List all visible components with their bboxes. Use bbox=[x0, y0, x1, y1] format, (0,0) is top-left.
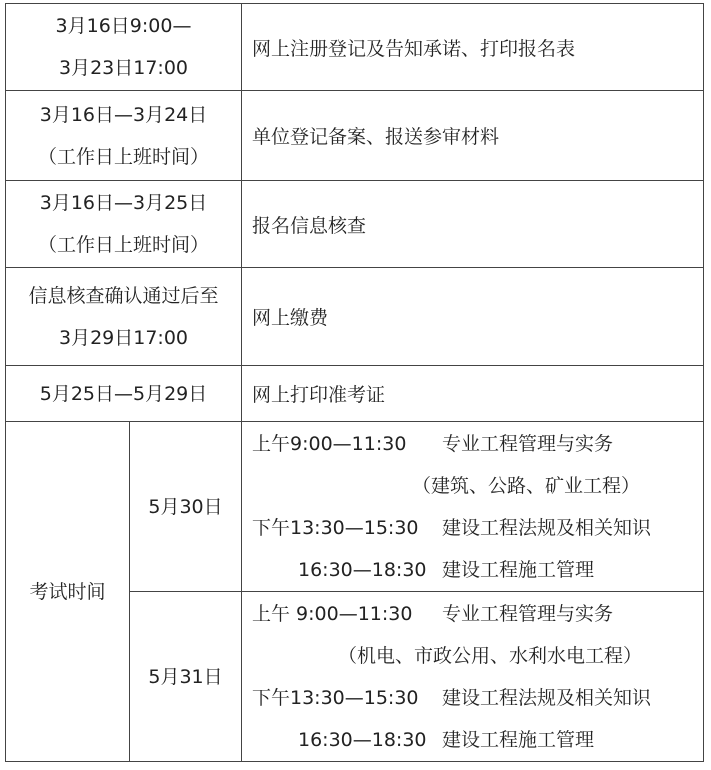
exam-label-cell: 考试时间 bbox=[6, 422, 130, 762]
date-line: 3月16日—3月25日 bbox=[39, 192, 208, 214]
exam-schedule-table bbox=[5, 3, 704, 762]
session-subject: 建设工程法规及相关知识 bbox=[442, 686, 652, 709]
exam-date-cell: 5月30日 bbox=[130, 422, 242, 592]
table-row bbox=[6, 181, 704, 268]
table-row bbox=[6, 422, 704, 592]
session-line bbox=[252, 423, 703, 465]
date-cell bbox=[6, 91, 242, 181]
task-cell: 网上打印准考证 bbox=[242, 366, 704, 422]
session-line bbox=[252, 677, 703, 719]
exam-sessions-cell bbox=[242, 592, 704, 762]
date-line: 3月16日—3月24日 bbox=[39, 103, 208, 126]
session-note: （建筑、公路、矿业工程） bbox=[412, 474, 641, 497]
session-line bbox=[252, 719, 703, 761]
date-cell bbox=[6, 268, 242, 366]
date-line: 3月16日9:00— bbox=[55, 15, 192, 37]
session-time: 16:30—18:30 bbox=[298, 728, 427, 751]
session-note: （机电、市政公用、水利水电工程） bbox=[338, 644, 643, 667]
exam-date-cell: 5月31日 bbox=[130, 592, 242, 762]
task-cell: 网上注册登记及告知承诺、打印报名表 bbox=[242, 4, 704, 91]
session-line bbox=[252, 507, 703, 549]
exam-sessions-cell bbox=[242, 422, 704, 592]
table-row bbox=[6, 91, 704, 181]
date-line: 3月23日17:00 bbox=[58, 57, 189, 79]
date-line: 信息核查确认通过后至 bbox=[28, 284, 219, 307]
session-time: 下午13:30—15:30 bbox=[252, 686, 419, 709]
task-cell: 单位登记备案、报送参审材料 bbox=[242, 91, 704, 181]
task-cell: 报名信息核查 bbox=[242, 181, 704, 268]
date-cell bbox=[6, 4, 242, 91]
date-line: （工作日上班时间） bbox=[37, 145, 209, 168]
table-row bbox=[6, 366, 704, 422]
session-subject: 建设工程法规及相关知识 bbox=[442, 516, 652, 539]
session-line bbox=[252, 549, 703, 591]
session-subject: 专业工程管理与实务 bbox=[442, 432, 614, 455]
session-subject: 建设工程施工管理 bbox=[442, 558, 595, 581]
date-cell bbox=[6, 181, 242, 268]
table-row bbox=[6, 4, 704, 91]
session-line bbox=[252, 593, 703, 635]
date-line: 3月29日17:00 bbox=[58, 326, 189, 349]
session-subject: 建设工程施工管理 bbox=[442, 728, 595, 751]
session-subject: 专业工程管理与实务 bbox=[442, 602, 614, 625]
table-row bbox=[6, 268, 704, 366]
session-time: 16:30—18:30 bbox=[298, 558, 427, 581]
date-line: （工作日上班时间） bbox=[37, 234, 209, 256]
session-time: 下午13:30—15:30 bbox=[252, 516, 419, 539]
session-time: 上午9:00—11:30 bbox=[252, 432, 407, 455]
date-line: 5月25日—5月29日 bbox=[39, 382, 208, 405]
task-cell: 网上缴费 bbox=[242, 268, 704, 366]
session-time: 上午 9:00—11:30 bbox=[252, 602, 413, 625]
date-cell bbox=[6, 366, 242, 422]
